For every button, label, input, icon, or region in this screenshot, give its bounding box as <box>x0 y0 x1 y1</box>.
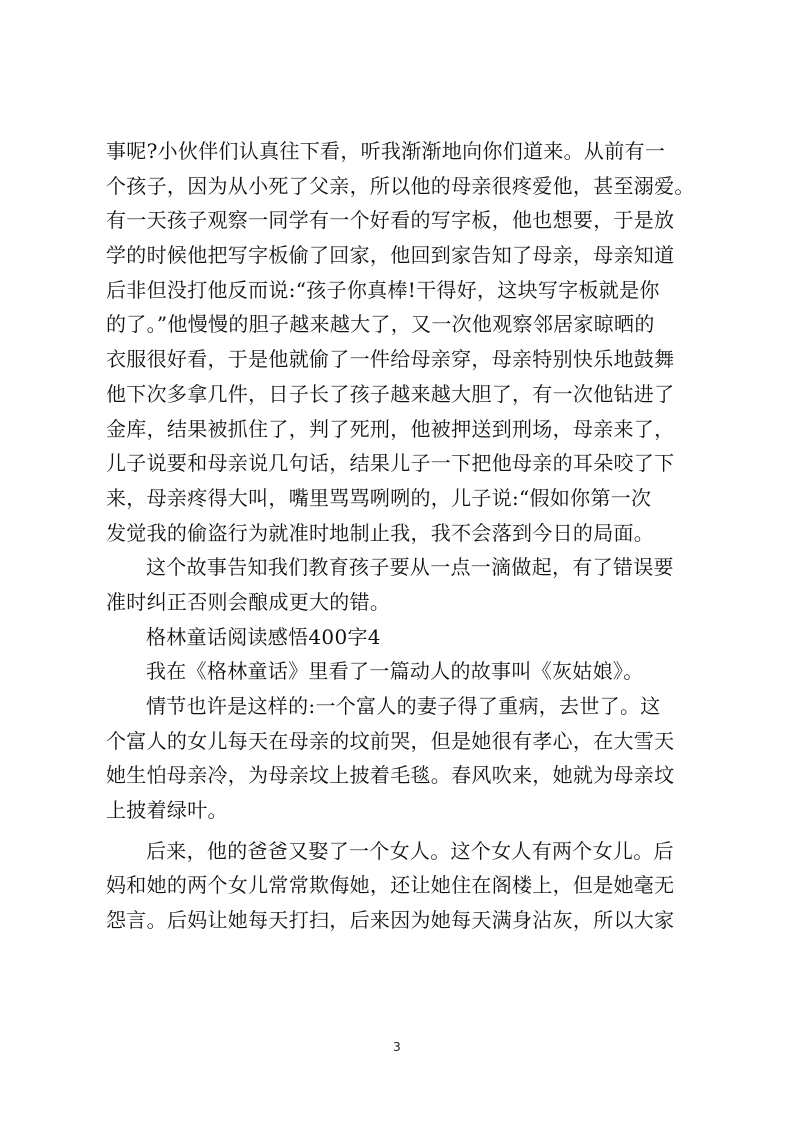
body-text <box>106 134 706 938</box>
text-line: 上披着绿叶。 <box>106 798 228 823</box>
paragraph-start-line: 我在《格林童话》里看了一篇动人的故事叫《灰姑娘》。 <box>146 659 644 684</box>
text-line: 儿子说要和母亲说几句话，结果儿子一下把他母亲的耳朵咬了下 <box>106 451 675 476</box>
text-line: 衣服很好看，于是他就偷了一件给母亲穿，母亲特别快乐地鼓舞 <box>106 347 675 372</box>
text-line: 金库，结果被抓住了，判了死刑，他被押送到刑场，母亲来了， <box>106 416 675 441</box>
text-line: 学的时候他把写字板偷了回家，他回到家告知了母亲，母亲知道 <box>106 243 675 268</box>
paragraph-start-line: 这个故事告知我们教育孩子要从一点一滴做起，有了错误要 <box>146 555 674 580</box>
text-line: 他下次多拿几件，日子长了孩子越来越大胆了，有一次他钻进了 <box>106 381 675 406</box>
text-line: 她生怕母亲冷，为母亲坟上披着毛毯。春风吹来，她就为母亲坟 <box>106 763 675 788</box>
text-line: 妈和她的两个女儿常常欺侮她，还让她住在阁楼上，但是她毫无 <box>106 873 675 898</box>
text-line: 怨言。后妈让她每天打扫，后来因为她每天满身沾灰，所以大家 <box>106 908 675 933</box>
text-line: 事呢?小伙伴们认真往下看，听我渐渐地向你们道来。从前有一 <box>106 139 666 163</box>
text-line: 个富人的女儿每天在母亲的坟前哭，但是她很有孝心，在大雪天 <box>106 728 675 753</box>
text-line: 发觉我的偷盗行为就准时地制止我，我不会落到今日的局面。 <box>106 520 655 545</box>
section-heading: 格林童话阅读感悟400字4 <box>146 624 381 649</box>
text-line: 后非但没打他反而说:“孩子你真棒!干得好，这块写字板就是你 <box>106 277 660 302</box>
text-line: 的了。”他慢慢的胆子越来越大了，又一次他观察邻居家晾晒的 <box>106 312 655 337</box>
paragraph-start-line: 情节也许是这样的:一个富人的妻子得了重病，去世了。这 <box>146 694 661 718</box>
page-number: 3 <box>393 1040 401 1054</box>
paragraph-start-line: 后来，他的爸爸又娶了一个女人。这个女人有两个女儿。后 <box>146 838 674 863</box>
text-line: 个孩子，因为从小死了父亲，所以他的母亲很疼爱他，甚至溺爱。 <box>106 173 695 198</box>
text-line: 有一天孩子观察一同学有一个好看的写字板，他也想要，于是放 <box>106 208 675 233</box>
text-line: 来，母亲疼得大叫，嘴里骂骂咧咧的，儿子说:“假如你第一次 <box>106 485 652 510</box>
text-line: 准时纠正否则会酿成更大的错。 <box>106 589 391 614</box>
